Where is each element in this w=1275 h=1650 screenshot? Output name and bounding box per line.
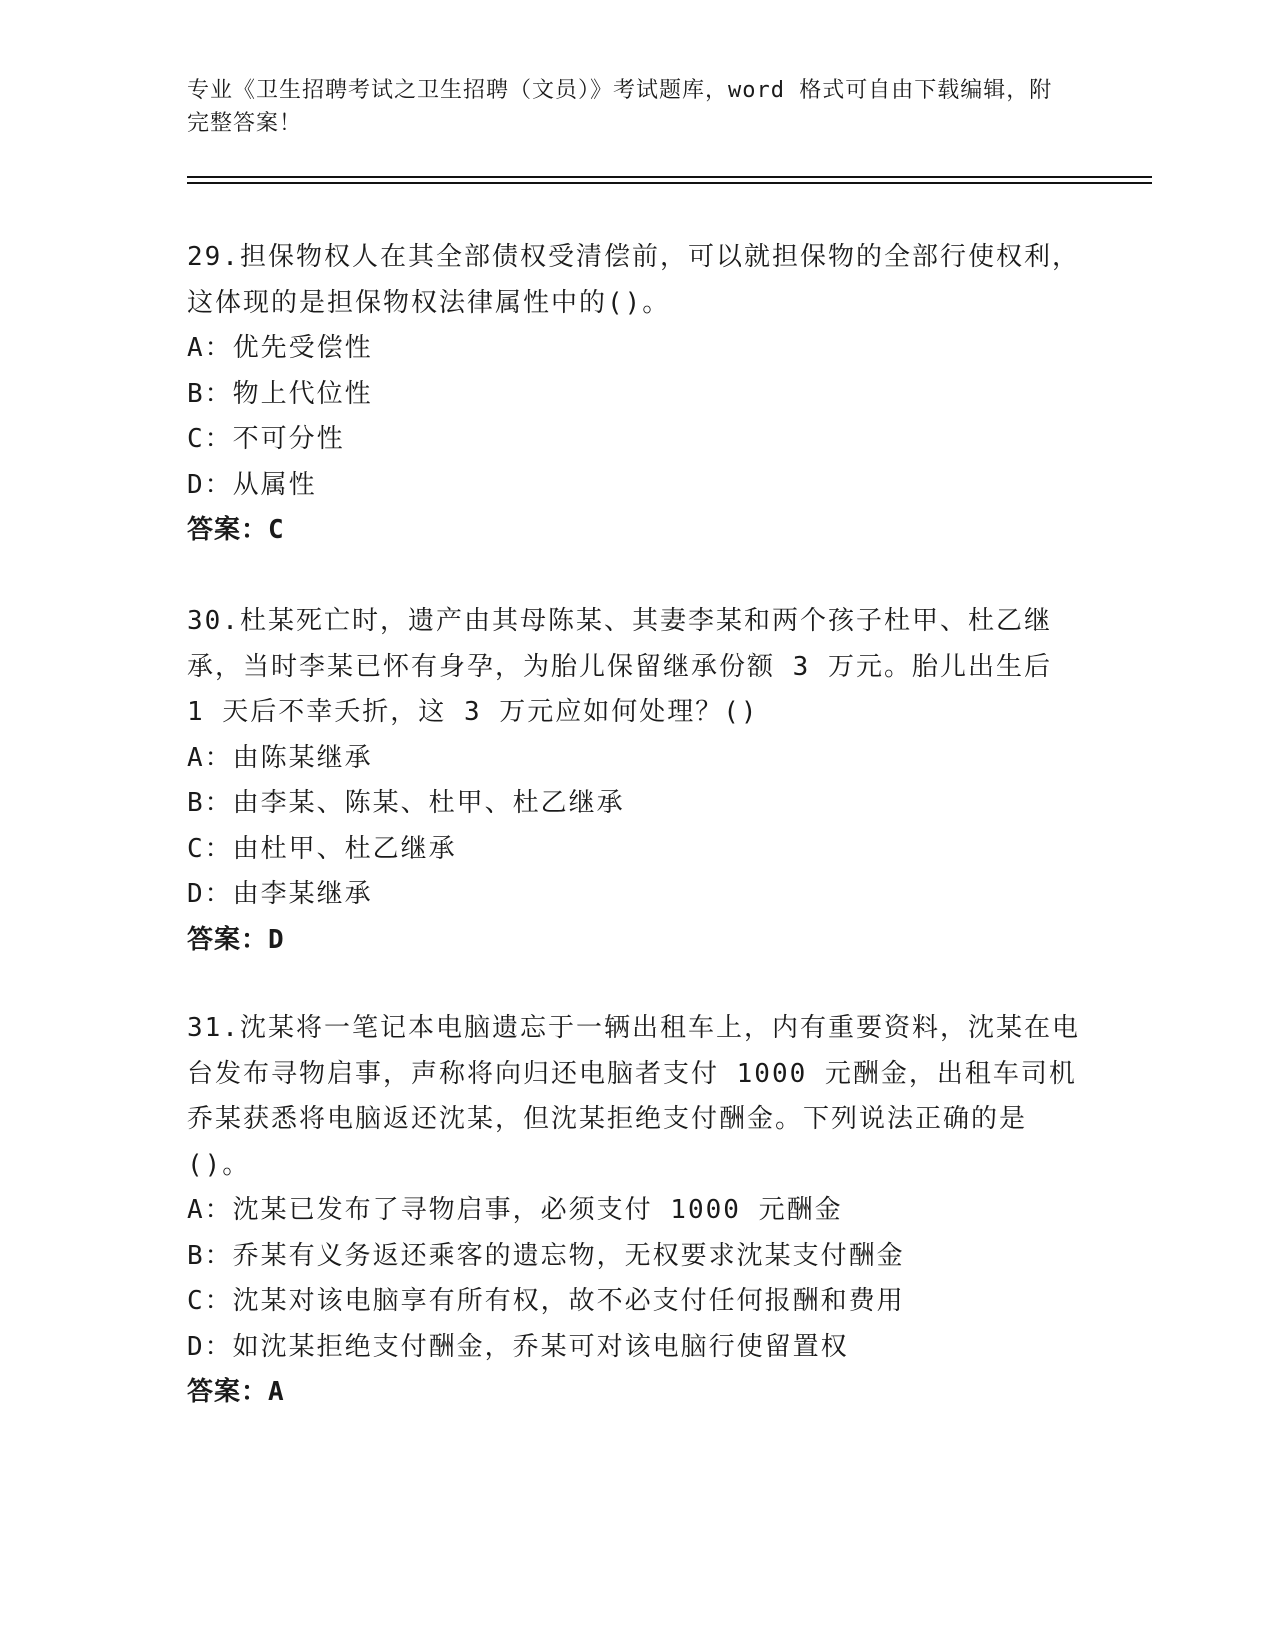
answer-label: 答案：D	[187, 924, 285, 955]
question-stem: 31.沈某将一笔记本电脑遗忘于一辆出租车上，内有重要资料，沈某在电台发布寻物启事，声称将向归还电脑者支付 1000 元酬金，出租车司机乔某获悉将电脑返还沈某，但沈某拒绝支付酬金。下列说法正确的是()。	[187, 1013, 1080, 1180]
option-c: C：由杜甲、杜乙继承	[187, 833, 457, 864]
document-header: 专业《卫生招聘考试之卫生招聘（文员）》考试题库，word 格式可自由下载编辑，附完整答案！	[187, 78, 1053, 136]
option-c: C：不可分性	[187, 424, 345, 454]
header-divider-top	[187, 176, 1152, 178]
option-d: D：从属性	[187, 469, 317, 500]
question-31	[187, 1006, 1087, 1416]
question-29	[187, 235, 1087, 554]
answer-label: 答案：C	[187, 515, 285, 545]
question-30	[187, 599, 1087, 963]
option-c: C：沈某对该电脑享有所有权，故不必支付任何报酬和费用	[187, 1286, 905, 1316]
option-a: A：由陈某继承	[187, 742, 373, 773]
answer-label: 答案：A	[187, 1377, 285, 1407]
option-a: A：优先受偿性	[187, 333, 373, 363]
header-divider-bottom	[187, 182, 1152, 184]
option-d: D：由李某继承	[187, 879, 373, 909]
question-stem: 30.杜某死亡时，遗产由其母陈某、其妻李某和两个孩子杜甲、杜乙继承，当时李某已怀有身孕，为胎儿保留继承份额 3 万元。胎儿出生后 1 天后不幸夭折，这 3 万元应如何处理？()	[187, 606, 1052, 727]
option-b: B：乔某有义务返还乘客的遗忘物，无权要求沈某支付酬金	[187, 1240, 905, 1271]
option-b: B：由李某、陈某、杜甲、杜乙继承	[187, 788, 625, 818]
option-a: A：沈某已发布了寻物启事，必须支付 1000 元酬金	[187, 1195, 843, 1225]
option-b: B：物上代位性	[187, 378, 373, 409]
option-d: D：如沈某拒绝支付酬金，乔某可对该电脑行使留置权	[187, 1331, 849, 1362]
question-stem: 29.担保物权人在其全部债权受清偿前，可以就担保物的全部行使权利，这体现的是担保物权法律属性中的()。	[187, 242, 1080, 318]
